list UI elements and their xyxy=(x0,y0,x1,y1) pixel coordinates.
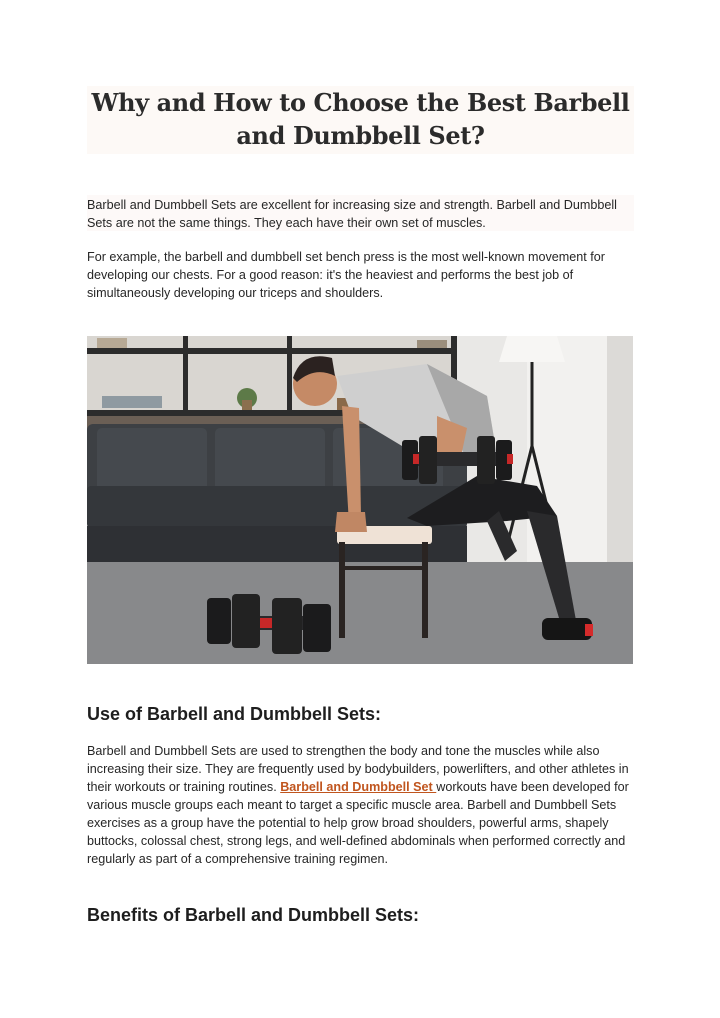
example-paragraph: For example, the barbell and dumbbell set bench press is the most well-known movement for developing our chests. For a good reason: it's the heaviest and performs the best job of simultaneously developing our triceps and shoulders. xyxy=(87,250,605,300)
barbell-dumbbell-set-link[interactable]: Barbell and Dumbbell Set xyxy=(280,780,437,794)
section-heading-use: Use of Barbell and Dumbbell Sets: xyxy=(87,704,382,724)
use-text-after-link: workouts have been developed for various muscle groups each meant to target a specific muscle area. Barbell and Dumbbell Sets exercises as a group have the potential to help grow broad shoulders, powerful arms, shapely buttocks, colossal chest, strong legs, and well-defined abdominals when performed correctly and regularly as part of a comprehensive training regimen. xyxy=(87,780,629,866)
use-text-before-link: Barbell and Dumbbell Sets are used to strengthen the body and tone the muscles while also increasing their size. They are frequently used by bodybuilders, powerlifters, and other athletes in their workouts or training routines. xyxy=(87,744,629,794)
intro-paragraph: Barbell and Dumbbell Sets are excellent for increasing size and strength. Barbell and Dumbbell Sets are not the same things. They each have their own set of muscles. xyxy=(87,198,617,230)
section-heading-benefits: Benefits of Barbell and Dumbbell Sets: xyxy=(87,905,420,925)
page-title: Why and How to Choose the Best Barbell and Dumbbell Set? xyxy=(91,88,630,150)
use-paragraph xyxy=(87,742,637,868)
workout-photo xyxy=(87,336,633,664)
title-box xyxy=(87,86,634,154)
